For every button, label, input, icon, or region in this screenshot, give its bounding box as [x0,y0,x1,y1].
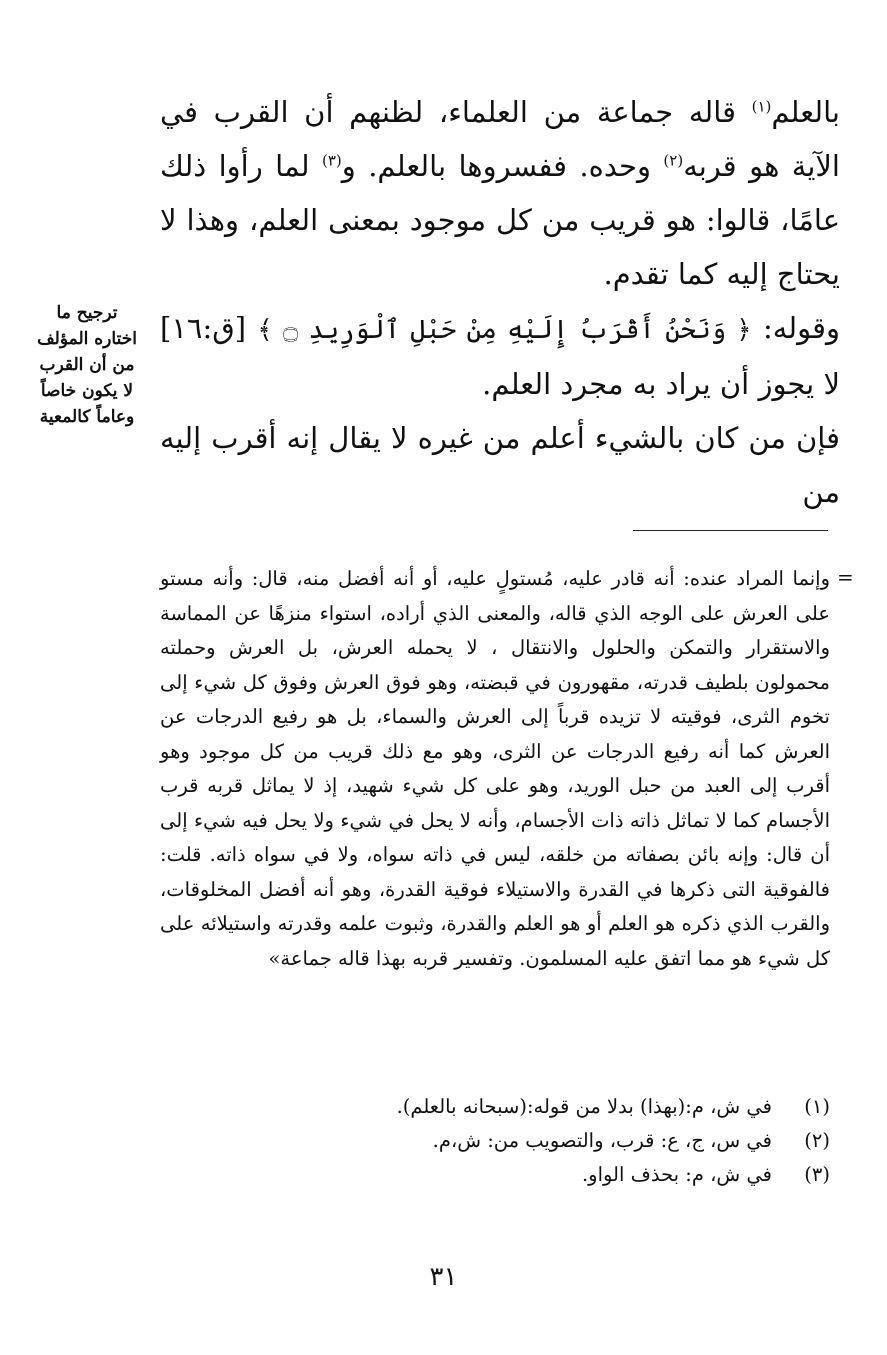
margin-note [28,300,146,430]
text-run: لما رأوا ذلك عامًا، قالوا: هو قريب من كل موجود بمعنى العلم، وهذا لا يحتاج إليه كما تقدم. [160,149,840,291]
text-run: بالعلم [771,95,840,129]
main-body-text [160,85,840,519]
text-run: وحده. ففسروها بالعلم. و [341,149,664,183]
margin-note-line: اختاره المؤلف [37,329,137,349]
quran-verse: ﴿ وَنَحْنُ أَقْرَبُ إِلَيْهِ مِنْ حَبْلِ ٱلْوَرِيدِ ۝ ﴾ [257,315,752,345]
footnote-number: (١) [804,1095,830,1118]
text-run: لا يجوز أن يراد به مجرد العلم. [482,367,840,401]
page-number: ٣١ [429,1262,458,1292]
paragraph-2 [160,301,840,411]
margin-note-line: من أن القرب [39,355,135,375]
footnote-1 [300,1090,830,1124]
footnote-separator [633,530,828,531]
margin-note-line: وعاماً كالمعية [39,407,135,427]
footnote-text: في ش، م: بحذف الواو. [581,1163,772,1186]
footnote-number: (٢) [804,1129,830,1152]
footnotes-list [300,1090,830,1192]
footnote-ref-1[interactable]: (١) [751,97,772,116]
footnote-number: (٣) [804,1163,830,1186]
text-run: وقوله: [751,311,840,345]
paragraph-3: فإن من كان بالشيء أعلم من غيره لا يقال إنه أقرب إليه من [160,421,841,509]
continuation-mark: = [837,565,854,589]
text-run: قاله جماعة من العلماء، لظنهم أن القرب في الآية هو قربه [160,95,840,183]
footnote-continuation: وإنما المراد عنده: أنه قادر عليه، مُستولٍ عليه، أو أنه أفضل منه، قال: وأنه مستو على العرش على الوجه الذي قاله، والمعنى الذي أراده، استواء منزهًا عن المماسة والاستقرار والتمكن والحلول والانتقال ، لا يحمله العرش، بل العرش وحملته محمولون بلطيف قدرته، مقهورون في قبضته، وهو فوق العرش وفوق كل شيء إلى تخوم الثرى، فوقيته لا تزيده قرباً إلى العرش والسماء، بل هو رفيع الدرجات عن العرش كما أنه رفيع الدرجات عن الثرى، وهو مع ذلك قريب من كل موجود وهو أقرب إلى العبد من حبل الوريد، وهو على كل شيء شهيد، إذ لا يماثل قربه قرب الأجسام كما لا تماثل ذاته ذات الأجسام، وأنه لا يحل في شيء ولا يحل فيه شيء إلى أن قال: وإنه بائن بصفاته من خلقه، ليس في ذاته سواه، ولا في سواه ذاته. قلت: فالفوقية التى ذكرها في القدرة والاستيلاء فوقية القدرة، وهو أنه أفضل المخلوقات، والقرب الذي ذكره هو العلم أو هو العلم والقدرة، وثبوت علمه وقدرته واستيلائه على كل شيء هو مما اتفق عليه المسلمون. وتفسير قربه بهذا قاله جماعة» [160,567,830,970]
margin-note-line: ترجيح ما [56,303,118,323]
paragraph-1 [160,85,840,301]
footnote-ref-2[interactable]: (٢) [663,151,684,170]
verse-reference: [ق:١٦] [160,311,258,345]
margin-note-line: لا يكون خاصاً [40,381,134,401]
footnote-ref-3[interactable]: (٣) [322,151,342,170]
footnote-3 [300,1158,830,1192]
footnote-text: في س، ج، ع: قرب، والتصويب من: ش،م. [432,1129,772,1152]
footnote-text: في ش، م:(بهذا) بدلا من قوله:(سبحانه بالعلم). [396,1095,772,1118]
footnote-2 [300,1124,830,1158]
